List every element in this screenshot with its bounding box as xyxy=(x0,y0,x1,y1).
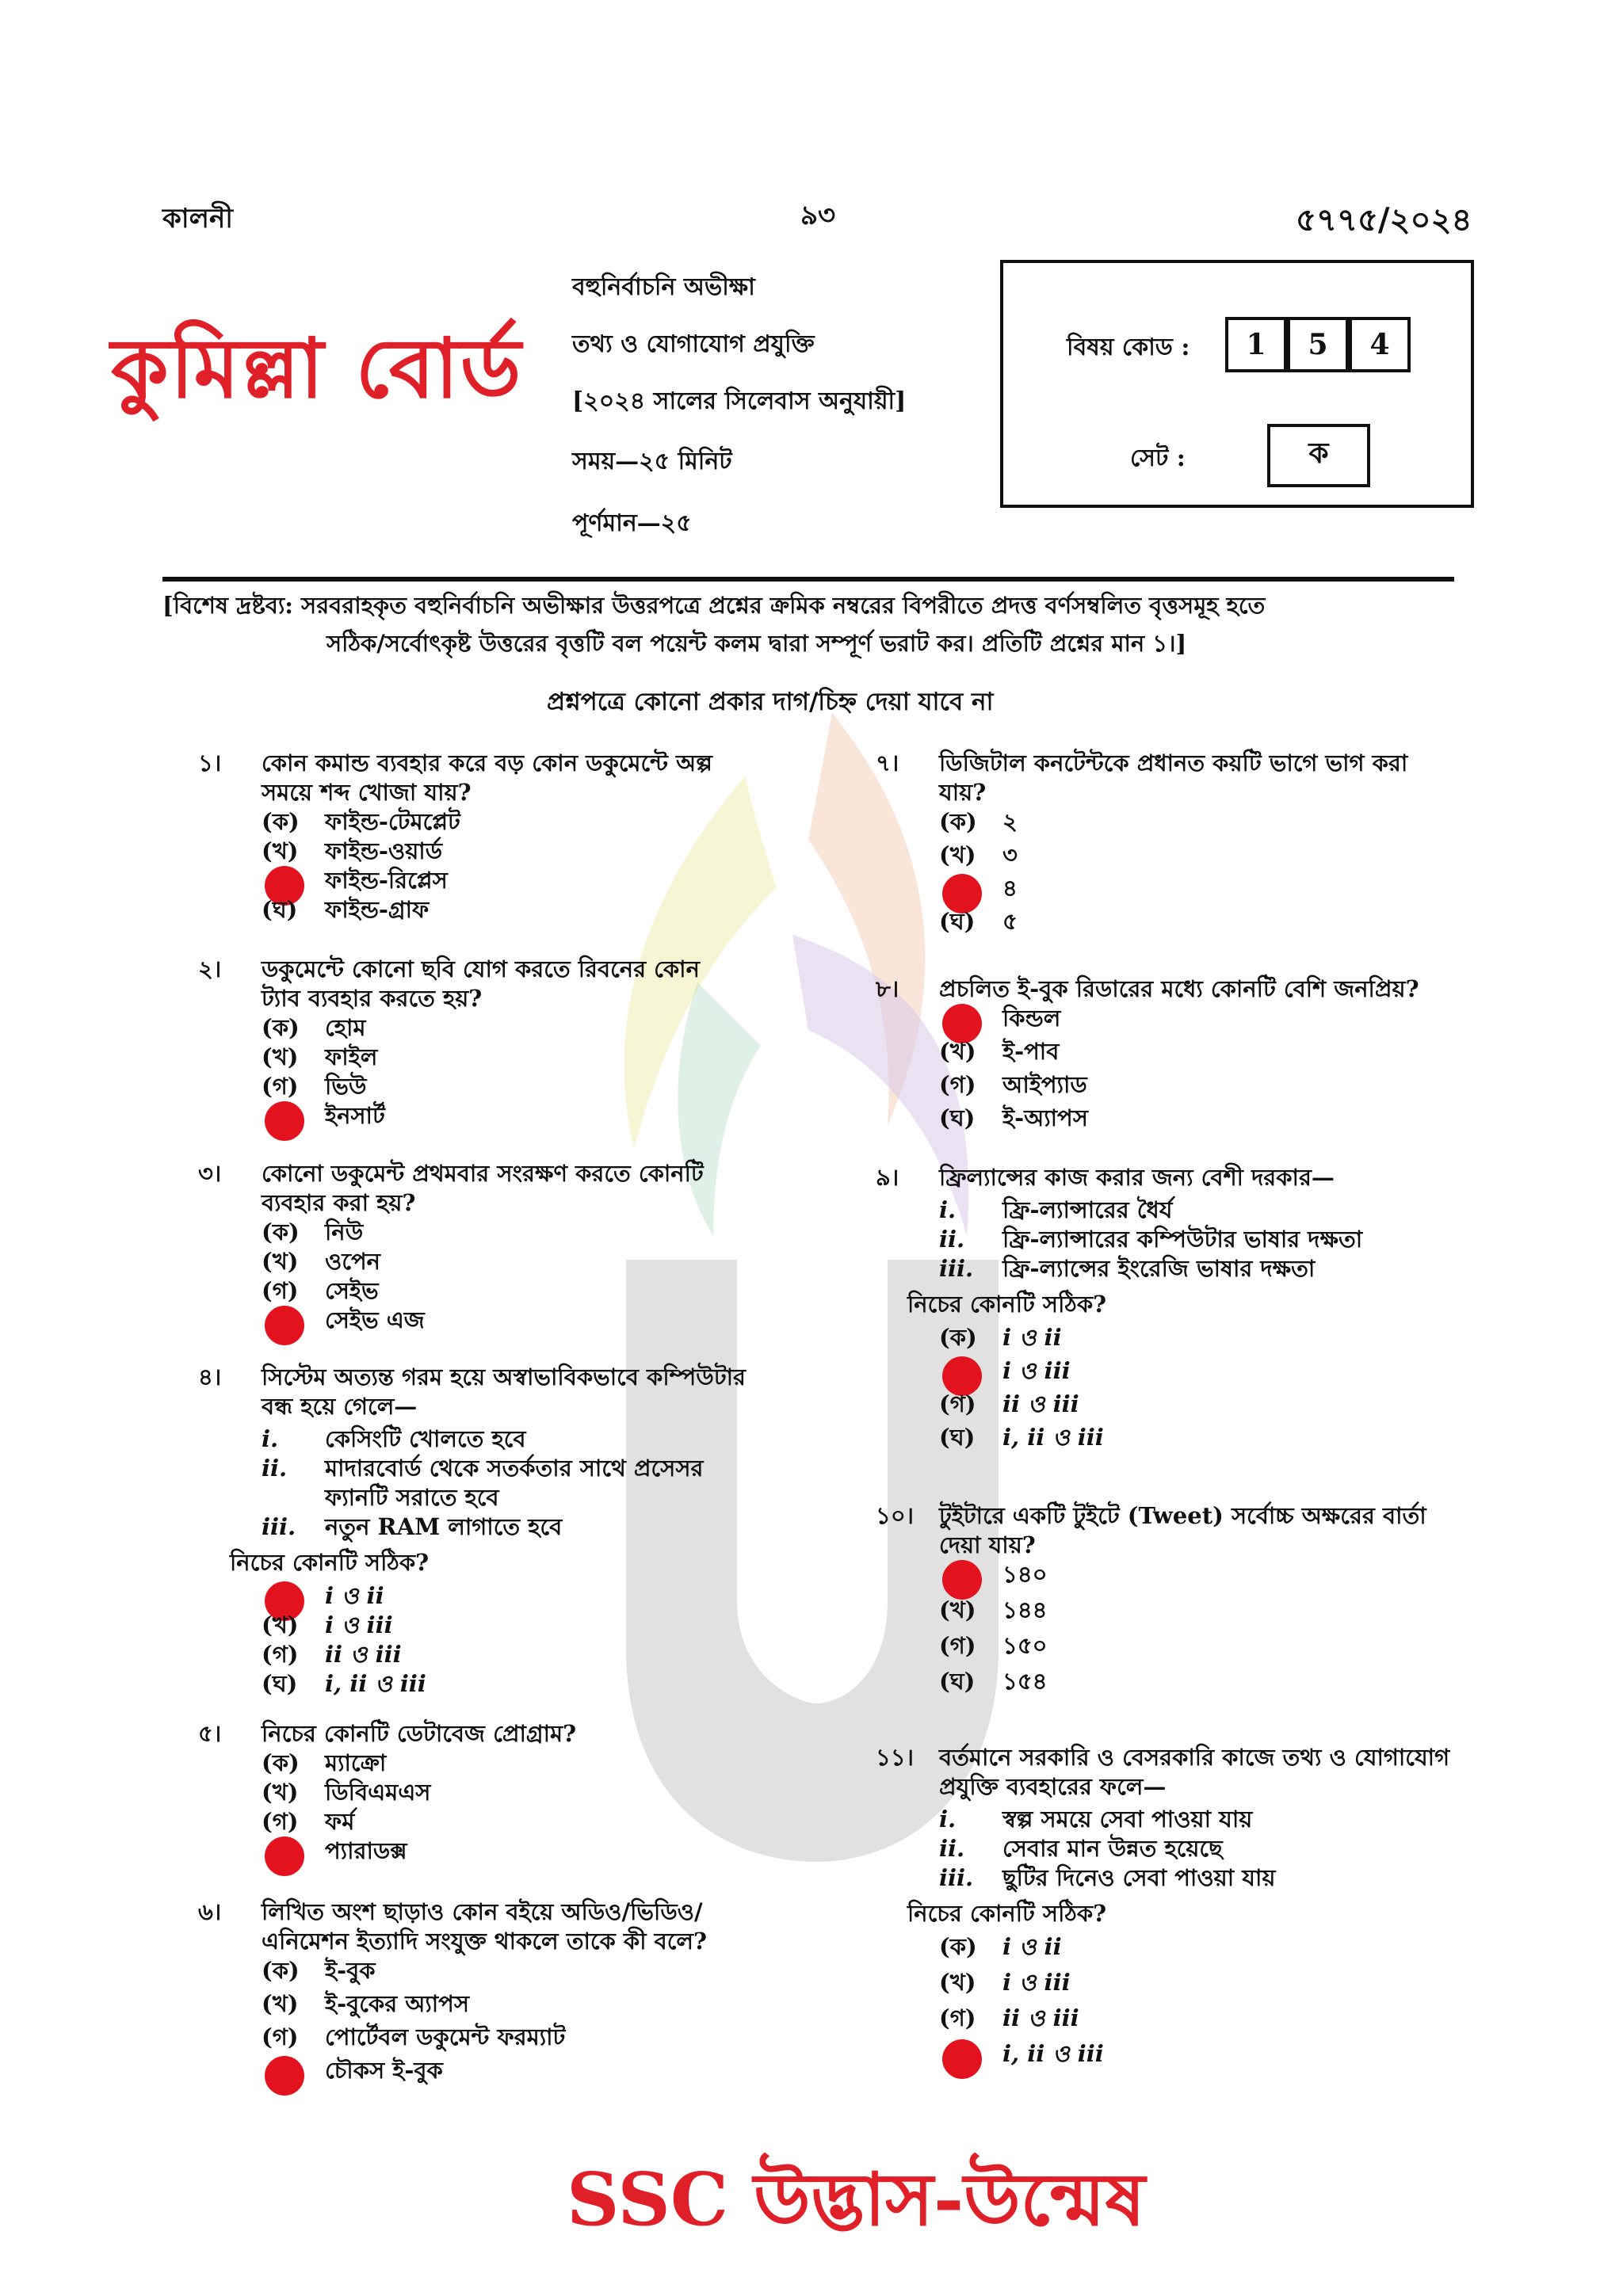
question-text: কোন কমান্ড ব্যবহার করে বড় কোন ডকুমেন্টে অল্প xyxy=(262,749,712,776)
question-text: ট্যাব ব্যবহার করতে হয়? xyxy=(262,985,483,1012)
option-4[interactable] xyxy=(939,1423,1415,1452)
option-1[interactable] xyxy=(262,1218,737,1247)
statement-key: i. xyxy=(939,1806,957,1833)
statement-key: iii. xyxy=(939,1255,974,1282)
option-label: (খ) xyxy=(262,1248,299,1275)
subject-code-box xyxy=(1000,260,1474,508)
statement-key: iii. xyxy=(262,1513,296,1540)
set-value: ক xyxy=(1267,424,1370,487)
question-9 xyxy=(876,1163,1478,1476)
option-text: ওপেন xyxy=(325,1248,380,1275)
option-text: ২ xyxy=(1002,808,1018,835)
option-2[interactable] xyxy=(939,1968,1415,1997)
question-number: ৩। xyxy=(198,1160,222,1187)
exam-type: বহুনির্বাচনি অভীক্ষা xyxy=(572,273,755,301)
statement-text: কেসিংটি খোলতে হবে xyxy=(325,1425,526,1452)
option-text: ফাইন্ড-গ্রাফ xyxy=(325,896,430,923)
option-4[interactable] xyxy=(262,1101,737,1131)
subject-code-label: বিষয় কোড : xyxy=(1067,334,1190,361)
option-text: ১৪৪ xyxy=(1002,1596,1048,1623)
option-3[interactable] xyxy=(262,1276,737,1306)
answer-mark xyxy=(265,1306,304,1345)
subject-name: তথ্য ও যোগাযোগ প্রযুক্তি xyxy=(572,330,815,358)
question-4 xyxy=(198,1363,800,1703)
option-text: ই-বুক xyxy=(325,1957,376,1984)
question-number: ১০। xyxy=(876,1502,915,1529)
option-text: প্যারাডক্স xyxy=(325,1837,407,1864)
question-1 xyxy=(198,749,800,939)
statement-text: মাদারবোর্ড থেকে সতর্কতার সাথে প্রসেসর xyxy=(325,1455,704,1482)
instruction-line-2: সঠিক/সর্বোৎকৃষ্ট উত্তরের বৃত্তটি বল পয়েন্ট কলম দ্বারা সম্পূর্ণ ভরাট কর। প্রতিটি প্রশ্নের মান ১।] xyxy=(327,630,1187,657)
statement-key: i. xyxy=(939,1196,957,1223)
question-2 xyxy=(198,955,800,1137)
answer-mark xyxy=(265,2056,304,2096)
set-label: সেট : xyxy=(1130,444,1186,472)
which-correct: নিচের কোনটি সঠিক? xyxy=(230,1549,430,1576)
option-2[interactable] xyxy=(939,1356,1415,1386)
which-correct: নিচের কোনটি সঠিক? xyxy=(907,1900,1107,1927)
option-4[interactable] xyxy=(939,1104,1415,1133)
question-text: ডিজিটাল কনটেন্টকে প্রধানত কয়টি ভাগে ভাগ করা xyxy=(939,749,1408,776)
option-text: i ও ii xyxy=(1002,1933,1062,1960)
option-3[interactable] xyxy=(262,1807,737,1836)
option-text: i, ii ও iii xyxy=(1002,1424,1104,1451)
header-left: কালনী xyxy=(162,203,234,235)
question-number: ১১। xyxy=(876,1744,915,1771)
option-1[interactable] xyxy=(262,1581,737,1611)
question-text: প্রযুক্তি ব্যবহারের ফলে— xyxy=(939,1773,1167,1800)
option-label: (গ) xyxy=(262,1277,299,1304)
option-label: (খ) xyxy=(262,837,299,864)
question-8 xyxy=(876,974,1478,1133)
option-label: (গ) xyxy=(262,1808,299,1835)
option-text: ফাইন্ড-রিপ্লেস xyxy=(325,867,448,894)
option-text: ৫ xyxy=(1002,908,1018,935)
option-label: (খ) xyxy=(262,1779,299,1806)
option-4[interactable] xyxy=(262,895,737,925)
subject-code-digits xyxy=(1225,317,1415,372)
exam-code: ৫৭৭৫/২০২৪ xyxy=(1296,201,1472,238)
question-text: সময়ে শব্দ খোজা যায়? xyxy=(262,779,472,806)
exam-time: সময়—২৫ মিনিট xyxy=(572,448,732,475)
answer-mark xyxy=(265,1101,304,1141)
option-3[interactable] xyxy=(939,1631,1415,1661)
option-text: ii ও iii xyxy=(325,1641,402,1668)
question-number: ৮। xyxy=(876,975,899,1002)
option-4[interactable] xyxy=(262,1669,737,1699)
answer-mark xyxy=(265,1836,304,1876)
option-label: (ক) xyxy=(262,1219,300,1245)
option-text: i ও iii xyxy=(1002,1969,1071,1996)
question-text: বন্ধ হয়ে গেলে— xyxy=(262,1393,418,1420)
syllabus: [২০২৪ সালের সিলেবাস অনুযায়ী] xyxy=(572,387,907,415)
divider xyxy=(162,577,1454,582)
option-label: (ঘ) xyxy=(939,908,976,935)
option-2[interactable] xyxy=(262,1989,737,2019)
option-text: ৩ xyxy=(1002,841,1018,868)
statement-text: ছুটির দিনেও সেবা পাওয়া যায় xyxy=(1002,1864,1276,1891)
option-text: সেইভ xyxy=(325,1277,379,1304)
option-text: হোম xyxy=(325,1014,366,1041)
question-5 xyxy=(198,1719,800,1874)
option-2[interactable] xyxy=(939,1037,1415,1066)
option-text: ই-পাব xyxy=(1002,1038,1060,1065)
option-label: (গ) xyxy=(262,1073,299,1100)
answer-mark xyxy=(942,2039,982,2079)
question-number: ১। xyxy=(198,749,222,776)
option-label: (খ) xyxy=(262,1611,299,1638)
option-1[interactable] xyxy=(262,1749,737,1778)
option-label: (গ) xyxy=(262,2023,299,2050)
question-text: বর্তমানে সরকারি ও বেসরকারি কাজে তথ্য ও যোগাযোগ xyxy=(939,1744,1450,1771)
which-correct: নিচের কোনটি সঠিক? xyxy=(907,1291,1107,1318)
question-6 xyxy=(198,1897,800,2111)
option-label: (ক) xyxy=(262,1014,300,1041)
option-label: (খ) xyxy=(939,1038,976,1065)
option-text: কিন্ডল xyxy=(1002,1005,1061,1032)
option-3[interactable] xyxy=(262,866,737,895)
option-3[interactable] xyxy=(262,1072,737,1101)
option-text: ফাইন্ড-টেমপ্লেট xyxy=(325,808,460,835)
option-label: (খ) xyxy=(939,1596,976,1623)
statement-text: ফ্রি-ল্যান্সারের কম্পিউটার ভাষার দক্ষতা xyxy=(1002,1226,1363,1253)
option-2[interactable] xyxy=(262,837,737,866)
option-label: (ক) xyxy=(939,1324,977,1351)
footer-brand: SSC উদ্ভাস-উন্মেষ xyxy=(567,2157,1146,2242)
option-text: i ও iii xyxy=(1002,1357,1071,1384)
option-label: (ঘ) xyxy=(939,1668,976,1695)
option-text: সেইভ এজ xyxy=(325,1306,425,1333)
statement-key: iii. xyxy=(939,1864,974,1891)
option-text: আইপ্যাড xyxy=(1002,1071,1087,1098)
option-label: (ঘ) xyxy=(262,1670,298,1697)
option-4[interactable] xyxy=(262,1306,737,1335)
option-1[interactable] xyxy=(939,1932,1415,1962)
warning-text: প্রশ্নপত্রে কোনো প্রকার দাগ/চিহ্ন দেয়া যাবে না xyxy=(547,688,994,716)
option-3[interactable] xyxy=(939,2004,1415,2033)
option-text: ii ও iii xyxy=(1002,2004,1079,2031)
question-number: ৬। xyxy=(198,1898,222,1925)
option-text: ই-বুকের অ্যাপস xyxy=(325,1990,470,2017)
option-label: (ক) xyxy=(262,1749,300,1776)
option-label: (গ) xyxy=(939,1071,976,1098)
option-label: (খ) xyxy=(939,1969,976,1996)
code-digit: 4 xyxy=(1349,317,1411,372)
question-number: ৫। xyxy=(198,1720,222,1747)
option-3[interactable] xyxy=(262,1640,737,1669)
option-label: (খ) xyxy=(262,1043,299,1070)
question-3 xyxy=(198,1159,800,1341)
statement-key: ii. xyxy=(939,1226,965,1253)
statement-text: ফ্রি-ল্যান্সারের ধৈর্য xyxy=(1002,1196,1173,1223)
option-2[interactable] xyxy=(262,1611,737,1640)
statement-key: i. xyxy=(262,1425,279,1452)
full-marks: পূর্ণমান—২৫ xyxy=(572,509,692,537)
option-text: i, ii ও iii xyxy=(1002,2040,1104,2067)
option-1[interactable] xyxy=(262,807,737,837)
instruction-line-1: [বিশেষ দ্রষ্টব্য: সরবরাহকৃত বহুনির্বাচনি অভীক্ষার উত্তরপত্রে প্রশ্নের ক্রমিক নম্বরের বিপরীতে প্রদত্ত বর্ণসম্বলিত বৃত্তসমূহ হতে xyxy=(162,592,1266,619)
option-1[interactable] xyxy=(939,1323,1415,1352)
option-2[interactable] xyxy=(939,1596,1415,1625)
statement-text: সেবার মান উন্নত হয়েছে xyxy=(1002,1835,1223,1862)
question-number: ৪। xyxy=(198,1363,222,1390)
option-text: i ও iii xyxy=(325,1611,393,1638)
option-label: (গ) xyxy=(939,2004,976,2031)
option-text: ই-অ্যাপস xyxy=(1002,1104,1088,1131)
option-text: ভিউ xyxy=(325,1073,367,1100)
question-text: নিচের কোনটি ডেটাবেজ প্রোগ্রাম? xyxy=(262,1720,577,1747)
option-label: (ঘ) xyxy=(262,896,298,923)
question-text: লিখিত অংশ ছাড়াও কোন বইয়ে অডিও/ভিডিও/ xyxy=(262,1898,703,1925)
option-label: (খ) xyxy=(262,1990,299,2017)
code-digit: 1 xyxy=(1225,317,1287,372)
option-4[interactable] xyxy=(939,1667,1415,1696)
question-10 xyxy=(876,1501,1478,1707)
option-1[interactable] xyxy=(939,1004,1415,1033)
question-text: এনিমেশন ইত্যাদি সংযুক্ত থাকলে তাকে কী বলে? xyxy=(262,1928,708,1955)
option-text: ফাইন্ড-ওয়ার্ড xyxy=(325,837,443,864)
statement-key: ii. xyxy=(939,1835,965,1862)
option-text: ফাইল xyxy=(325,1043,378,1070)
option-text: ১৫০ xyxy=(1002,1632,1048,1659)
code-digit: 5 xyxy=(1287,317,1349,372)
option-text: চৌকস ই-বুক xyxy=(325,2057,443,2084)
option-label: (ক) xyxy=(262,808,300,835)
question-text: ডকুমেন্টে কোনো ছবি যোগ করতে রিবনের কোন xyxy=(262,955,700,982)
option-text: i ও ii xyxy=(325,1582,384,1609)
question-number: ৭। xyxy=(876,749,899,776)
question-text: টুইটারে একটি টুইটে (Tweet) সর্বোচ্চ অক্ষরের বার্তা xyxy=(939,1502,1426,1529)
option-1[interactable] xyxy=(262,1956,737,1985)
option-text: ১৫৪ xyxy=(1002,1668,1048,1695)
option-2[interactable] xyxy=(262,1043,737,1072)
option-label: (খ) xyxy=(939,841,976,868)
board-title: কুমিল্লা বোর্ড xyxy=(111,320,523,417)
option-text: ফর্ম xyxy=(325,1808,355,1835)
question-text: দেয়া যায়? xyxy=(939,1531,1036,1558)
option-label: (গ) xyxy=(939,1390,976,1417)
option-text: ৪ xyxy=(1002,875,1018,902)
question-text: সিস্টেম অত্যন্ত গরম হয়ে অস্বাভাবিকভাবে কম্পিউটার xyxy=(262,1363,746,1390)
option-4[interactable] xyxy=(262,1836,737,1866)
statement-text: স্বল্প সময়ে সেবা পাওয়া যায় xyxy=(1002,1806,1253,1833)
page-number: ৯৩ xyxy=(800,200,836,231)
statement-text: নতুন RAM লাগাতে হবে xyxy=(325,1513,563,1540)
option-3[interactable] xyxy=(939,1390,1415,1419)
option-text: পোর্টেবল ডকুমেন্ট ফরম্যাট xyxy=(325,2023,566,2050)
option-4[interactable] xyxy=(939,2039,1415,2069)
option-2[interactable] xyxy=(262,1247,737,1276)
option-text: i ও ii xyxy=(1002,1324,1062,1351)
question-text: কোনো ডকুমেন্ট প্রথমবার সংরক্ষণ করতে কোনটি xyxy=(262,1160,704,1187)
option-text: ১৪০ xyxy=(1002,1561,1048,1588)
option-1[interactable] xyxy=(939,1560,1415,1589)
question-11 xyxy=(876,1743,1478,2100)
option-3[interactable] xyxy=(262,2023,737,2052)
question-text: ব্যবহার করা হয়? xyxy=(262,1189,416,1216)
option-text: i, ii ও iii xyxy=(325,1670,426,1697)
option-label: (গ) xyxy=(939,1632,976,1659)
question-text: যায়? xyxy=(939,779,987,806)
option-2[interactable] xyxy=(939,841,1415,870)
option-label: (ক) xyxy=(262,1957,300,1984)
question-number: ৯। xyxy=(876,1164,899,1191)
option-label: (ঘ) xyxy=(939,1424,976,1451)
option-1[interactable] xyxy=(939,807,1415,837)
question-7 xyxy=(876,749,1478,943)
statement-text: ফ্রি-ল্যান্সের ইংরেজি ভাষার দক্ষতা xyxy=(1002,1255,1316,1282)
statement-text: ফ্যানটি সরাতে হবে xyxy=(325,1484,499,1511)
statement-key: ii. xyxy=(262,1455,288,1482)
option-label: (ক) xyxy=(939,808,977,835)
option-text: ডিবিএমএস xyxy=(325,1779,431,1806)
option-3[interactable] xyxy=(939,874,1415,903)
option-text: ইনসার্ট xyxy=(325,1102,385,1129)
option-1[interactable] xyxy=(262,1013,737,1043)
option-2[interactable] xyxy=(262,1778,737,1807)
option-text: ম্যাক্রো xyxy=(325,1749,387,1776)
question-text: প্রচলিত ই-বুক রিডারের মধ্যে কোনটি বেশি জনপ্রিয়? xyxy=(939,975,1419,1002)
option-3[interactable] xyxy=(939,1070,1415,1100)
question-text: ফ্রিল্যান্সের কাজ করার জন্য বেশী দরকার— xyxy=(939,1164,1335,1191)
option-text: নিউ xyxy=(325,1219,364,1245)
answer-mark xyxy=(942,1560,982,1600)
option-4[interactable] xyxy=(262,2056,737,2085)
question-number: ২। xyxy=(198,955,222,982)
option-label: (গ) xyxy=(262,1641,299,1668)
option-text: ii ও iii xyxy=(1002,1390,1079,1417)
option-label: (ঘ) xyxy=(939,1104,976,1131)
option-4[interactable] xyxy=(939,907,1415,936)
option-label: (ক) xyxy=(939,1933,977,1960)
